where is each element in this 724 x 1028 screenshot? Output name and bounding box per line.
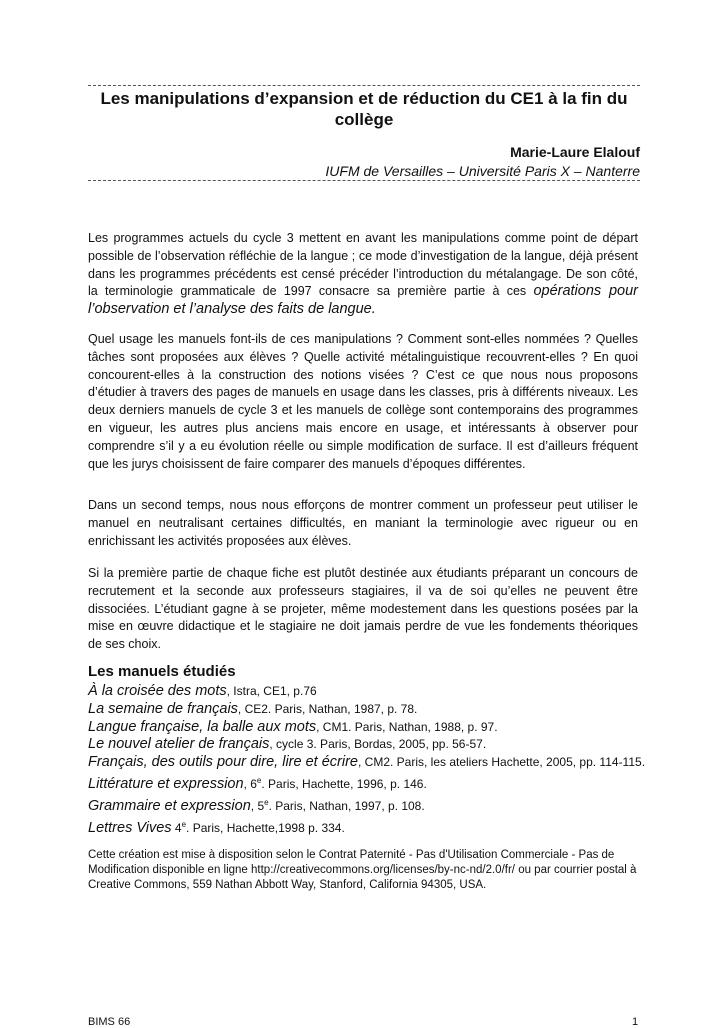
manual-details: , 6	[243, 776, 257, 791]
paragraph-questions: Quel usage les manuels font-ils de ces manipulations ? Comment sont-elles nommées ? Quelles tâches sont proposées aux élèves ? Quelle activité métalinguistique recouvrent-elles ? En quoi concourent-elles à la construction des notions visées ? C’est ce que nous nous proposons d’étudier à travers des pages de manuels en usage dans les classes, pris à différents niveaux. Les deux derniers manuels de cycle 3 et les manuels de collège sont contemporains des programmes en vigueur, les autres plus anciens mais encore en usage, et intéressants à observer pour comprendre s’il y a eu évolution réelle ou simple modification de surface. Il est d’ailleurs fréquent que les jurys choisissent de faire comparer des manuels d’époques différentes.	[88, 332, 638, 471]
license-line: Cette création est mise à disposition selon le Contrat Paternité - Pas d'Utilisation Commerciale - Pas de	[88, 849, 615, 861]
manual-publisher: . Paris, Hachette, 1996, p. 146.	[261, 776, 427, 791]
manual-details: , CM1. Paris, Nathan, 1988, p. 97.	[316, 719, 498, 734]
manual-item	[88, 794, 698, 816]
manual-details: , CM2. Paris, les ateliers Hachette, 2005, pp. 114-115.	[357, 755, 646, 770]
paragraph-audience: Si la première partie de chaque fiche est plutôt destinée aux étudiants préparant un concours de recrutement et la seconde aux professeurs stagiaires, il va de soi qu’elles ne peuvent être dissociées. L’étudiant gagne à se projeter, même modestement dans les questions posées par la mise en œuvre didactique et le stagiaire ne doit jamais perdre de vue les fondements théoriques de ses choix.	[88, 566, 638, 652]
manual-item	[88, 683, 698, 701]
manual-item	[88, 736, 698, 754]
manual-title: La semaine de français	[88, 700, 238, 717]
manual-publisher: . Paris, Nathan, 1997, p. 108.	[268, 798, 425, 813]
manual-title: Le nouvel atelier de français	[88, 736, 270, 753]
paragraph-intro-text: Les programmes actuels du cycle 3 mettent en avant les manipulations comme point de départ possible de l’observation réfléchie de la langue ; ce mode d’investigation de la langue, déjà présent dans les programmes précédents est censé précéder l’introduction du métalangage. De son côté, la terminologie grammaticale de 1997 consacre sa première partie à ces	[88, 231, 638, 299]
manual-publisher: . Paris, Hachette,1998 p. 334.	[186, 820, 345, 835]
paragraph-second-time: Dans un second temps, nous nous efforçons de montrer comment un professeur peut utiliser le manuel en neutralisant certaines difficultés, en maniant la terminologie avec rigueur ou en enrichissant les activités proposées aux élèves.	[88, 498, 638, 548]
paragraph-intro-italic: opérations pour l’observation et l’analyse des faits de langue.	[88, 283, 638, 318]
manual-title: Littérature et expression	[88, 775, 244, 792]
manual-grade-sup: e	[256, 775, 262, 785]
manuals-heading: Les manuels étudiés	[88, 663, 236, 680]
manual-details: 4	[171, 820, 182, 835]
license-line: Creative Commons, 559 Nathan Abbott Way, Stanford, California 94305, USA.	[88, 879, 487, 891]
author-affiliation: IUFM de Versailles – Université Paris X – Nanterre	[325, 163, 640, 179]
header-divider	[88, 180, 640, 181]
license-notice	[88, 848, 724, 893]
manual-grade-sup: e	[264, 797, 269, 807]
manuals-list	[88, 683, 698, 837]
manual-title: À la croisée des mots	[88, 683, 227, 699]
manual-item	[88, 701, 698, 719]
paragraph-intro	[88, 230, 638, 319]
author-name: Marie-Laure Elalouf	[510, 144, 640, 160]
manual-item	[88, 772, 698, 794]
manual-item	[88, 754, 698, 772]
manual-title: Français, des outils pour dire, lire et écrire	[88, 754, 358, 771]
manual-item	[88, 816, 698, 838]
manual-grade-sup: e	[181, 819, 187, 829]
manual-details: , Istra, CE1, p.76	[226, 684, 317, 698]
manual-details: , 5	[250, 798, 265, 813]
manual-title: Langue française, la balle aux mots	[88, 718, 317, 735]
manual-title: Grammaire et expression	[88, 797, 251, 814]
document-title: Les manipulations d’expansion et de réduction du CE1 à la fin du collège	[100, 89, 628, 129]
license-line: Modification disponible en ligne http://creativecommons.org/licenses/by-nc-nd/2.0/fr/ ou par courrier postal à	[88, 864, 637, 876]
manual-details: , cycle 3. Paris, Bordas, 2005, pp. 56-57.	[269, 737, 487, 752]
page-number: 1	[632, 1016, 639, 1028]
manual-item	[88, 719, 698, 737]
top-divider	[88, 85, 640, 86]
manual-title: Lettres Vives	[88, 819, 172, 836]
footer-journal: BIMS 66	[88, 1016, 131, 1028]
manual-details: , CE2. Paris, Nathan, 1987, p. 78.	[237, 701, 418, 716]
